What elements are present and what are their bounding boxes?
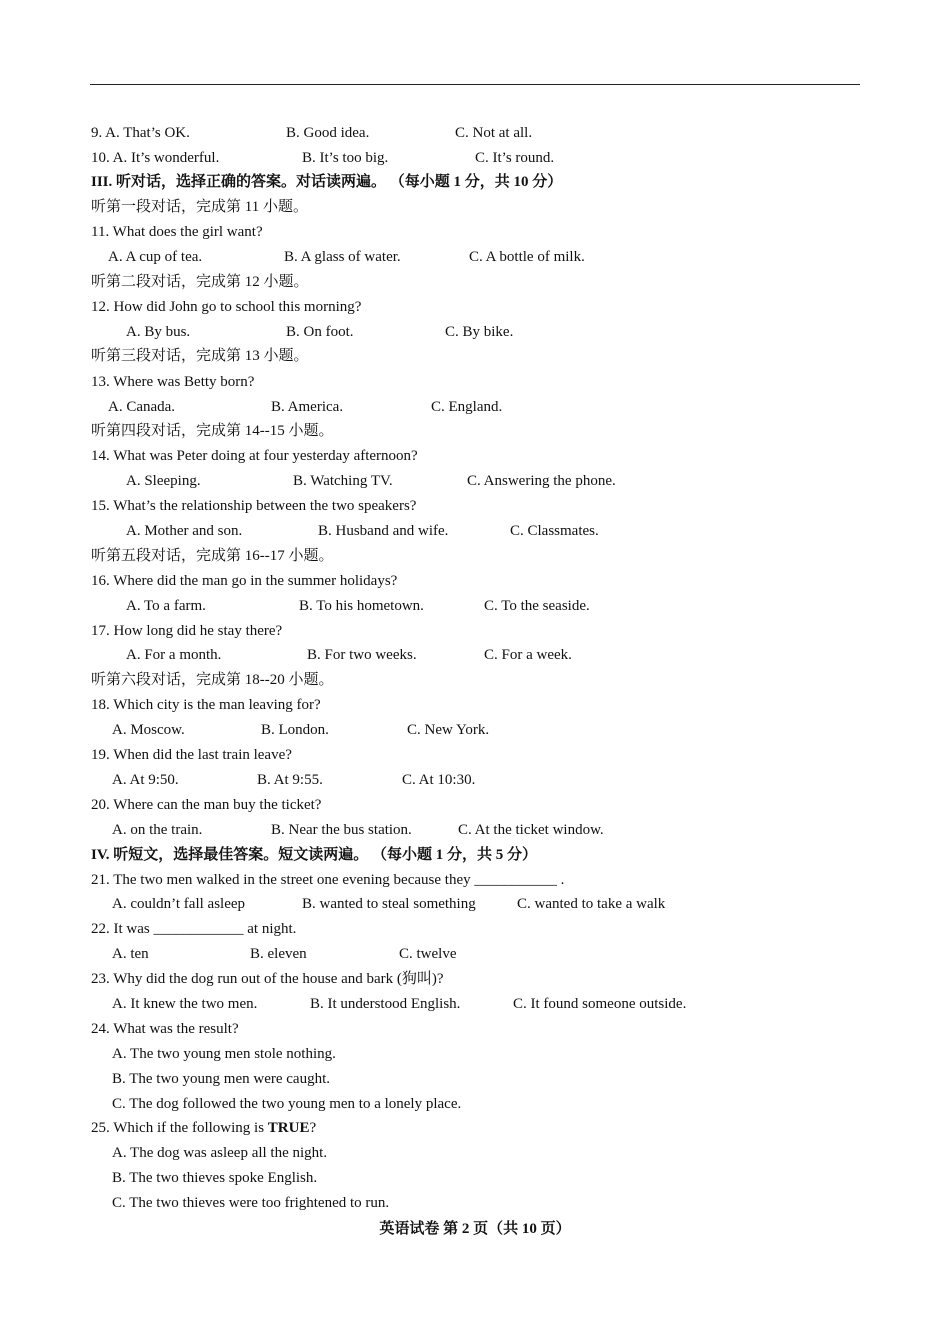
q25-option-b: B. The two thieves spoke English. <box>112 1170 318 1186</box>
q16-option-a: A. To a farm. <box>126 598 206 614</box>
q18-option-c: C. New York. <box>407 722 490 738</box>
q24-option-b: B. The two young men were caught. <box>112 1071 331 1087</box>
q16-option-b: B. To his hometown. <box>299 598 424 614</box>
q19-stem: 19. When did the last train leave? <box>91 747 292 763</box>
q10-option-a: 10. A. It’s wonderful. <box>91 150 220 166</box>
q24-option-a: A. The two young men stole nothing. <box>112 1046 336 1062</box>
q17-option-b: B. For two weeks. <box>307 647 417 663</box>
q17-option-a: A. For a month. <box>126 647 222 663</box>
q12-option-c: C. By bike. <box>445 324 514 340</box>
q21-option-c: C. wanted to take a walk <box>517 896 666 912</box>
q23-option-a: A. It knew the two men. <box>112 996 258 1012</box>
q20-option-c: C. At the ticket window. <box>458 822 604 838</box>
q23-option-c: C. It found someone outside. <box>513 996 687 1012</box>
header-rule <box>90 84 860 85</box>
q16-stem: 16. Where did the man go in the summer holidays? <box>91 573 398 589</box>
q15-option-c: C. Classmates. <box>510 523 599 539</box>
page-footer: 英语试卷 第 2 页（共 10 页） <box>379 1221 571 1237</box>
q14-option-b: B. Watching TV. <box>293 473 393 489</box>
q16-option-c: C. To the seaside. <box>484 598 590 614</box>
q9-option-c: C. Not at all. <box>455 125 533 141</box>
q22-stem: 22. It was ____________ at night. <box>91 921 297 937</box>
q18-stem: 18. Which city is the man leaving for? <box>91 697 321 713</box>
q25-option-a: A. The dog was asleep all the night. <box>112 1145 328 1161</box>
q20-option-b: B. Near the bus station. <box>271 822 412 838</box>
q15-option-b: B. Husband and wife. <box>318 523 449 539</box>
q19-option-b: B. At 9:55. <box>257 772 323 788</box>
dialogue-2-instruction: 听第二段对话，完成第 12 小题。 <box>91 274 309 290</box>
q18-option-b: B. London. <box>261 722 329 738</box>
q9-option-b: B. Good idea. <box>286 125 370 141</box>
q23-option-b: B. It understood English. <box>310 996 461 1012</box>
q18-option-a: A. Moscow. <box>112 722 185 738</box>
q13-stem: 13. Where was Betty born? <box>91 374 255 390</box>
dialogue-6-instruction: 听第六段对话，完成第 18--20 小题。 <box>91 672 334 688</box>
q22-option-a: A. ten <box>112 946 149 962</box>
q9-option-a: 9. A. That’s OK. <box>91 125 190 141</box>
q11-option-b: B. A glass of water. <box>284 249 401 265</box>
q15-option-a: A. Mother and son. <box>126 523 243 539</box>
q13-option-a: A. Canada. <box>108 399 176 415</box>
q17-option-c: C. For a week. <box>484 647 572 663</box>
dialogue-1-instruction: 听第一段对话，完成第 11 小题。 <box>91 199 308 215</box>
q12-option-b: B. On foot. <box>286 324 354 340</box>
section-3-heading: III. 听对话，选择正确的答案。对话读两遍。 （每小题 1 分，共 10 分） <box>91 174 563 190</box>
q11-option-c: C. A bottle of milk. <box>469 249 585 265</box>
q14-stem: 14. What was Peter doing at four yesterday afternoon? <box>91 448 418 464</box>
q19-option-a: A. At 9:50. <box>112 772 179 788</box>
q20-stem: 20. Where can the man buy the ticket? <box>91 797 322 813</box>
dialogue-4-instruction: 听第四段对话，完成第 14--15 小题。 <box>91 423 334 439</box>
q24-stem: 24. What was the result? <box>91 1021 239 1037</box>
q14-option-c: C. Answering the phone. <box>467 473 616 489</box>
section-4-heading: IV. 听短文，选择最佳答案。短文读两遍。 （每小题 1 分，共 5 分） <box>91 847 537 863</box>
q22-option-c: C. twelve <box>399 946 457 962</box>
q17-stem: 17. How long did he stay there? <box>91 623 283 639</box>
q21-option-a: A. couldn’t fall asleep <box>112 896 246 912</box>
q14-option-a: A. Sleeping. <box>126 473 201 489</box>
q20-option-a: A. on the train. <box>112 822 203 838</box>
q15-stem: 15. What’s the relationship between the two speakers? <box>91 498 417 514</box>
q25-stem-text: 25. Which if the following is <box>91 1120 268 1136</box>
q11-option-a: A. A cup of tea. <box>108 249 203 265</box>
q21-option-b: B. wanted to steal something <box>302 896 476 912</box>
q23-stem: 23. Why did the dog run out of the house and bark (狗叫)? <box>91 971 444 987</box>
dialogue-3-instruction: 听第三段对话，完成第 13 小题。 <box>91 348 309 364</box>
q24-option-c: C. The dog followed the two young men to a lonely place. <box>112 1096 462 1112</box>
q25-option-c: C. The two thieves were too frightened to run. <box>112 1195 390 1211</box>
q12-option-a: A. By bus. <box>126 324 191 340</box>
q25-stem <box>91 1118 316 1138</box>
q19-option-c: C. At 10:30. <box>402 772 476 788</box>
q25-stem-emphasis: TRUE <box>267 1120 310 1136</box>
q13-option-c: C. England. <box>431 399 503 415</box>
q10-option-c: C. It’s round. <box>475 150 555 166</box>
q21-stem: 21. The two men walked in the street one evening because they ___________ . <box>91 872 565 888</box>
q13-option-b: B. America. <box>271 399 344 415</box>
q25-stem-end: ? <box>309 1120 317 1136</box>
q10-option-b: B. It’s too big. <box>302 150 389 166</box>
dialogue-5-instruction: 听第五段对话，完成第 16--17 小题。 <box>91 548 334 564</box>
q12-stem: 12. How did John go to school this morning? <box>91 299 362 315</box>
q22-option-b: B. eleven <box>250 946 307 962</box>
q11-stem: 11. What does the girl want? <box>91 224 263 240</box>
